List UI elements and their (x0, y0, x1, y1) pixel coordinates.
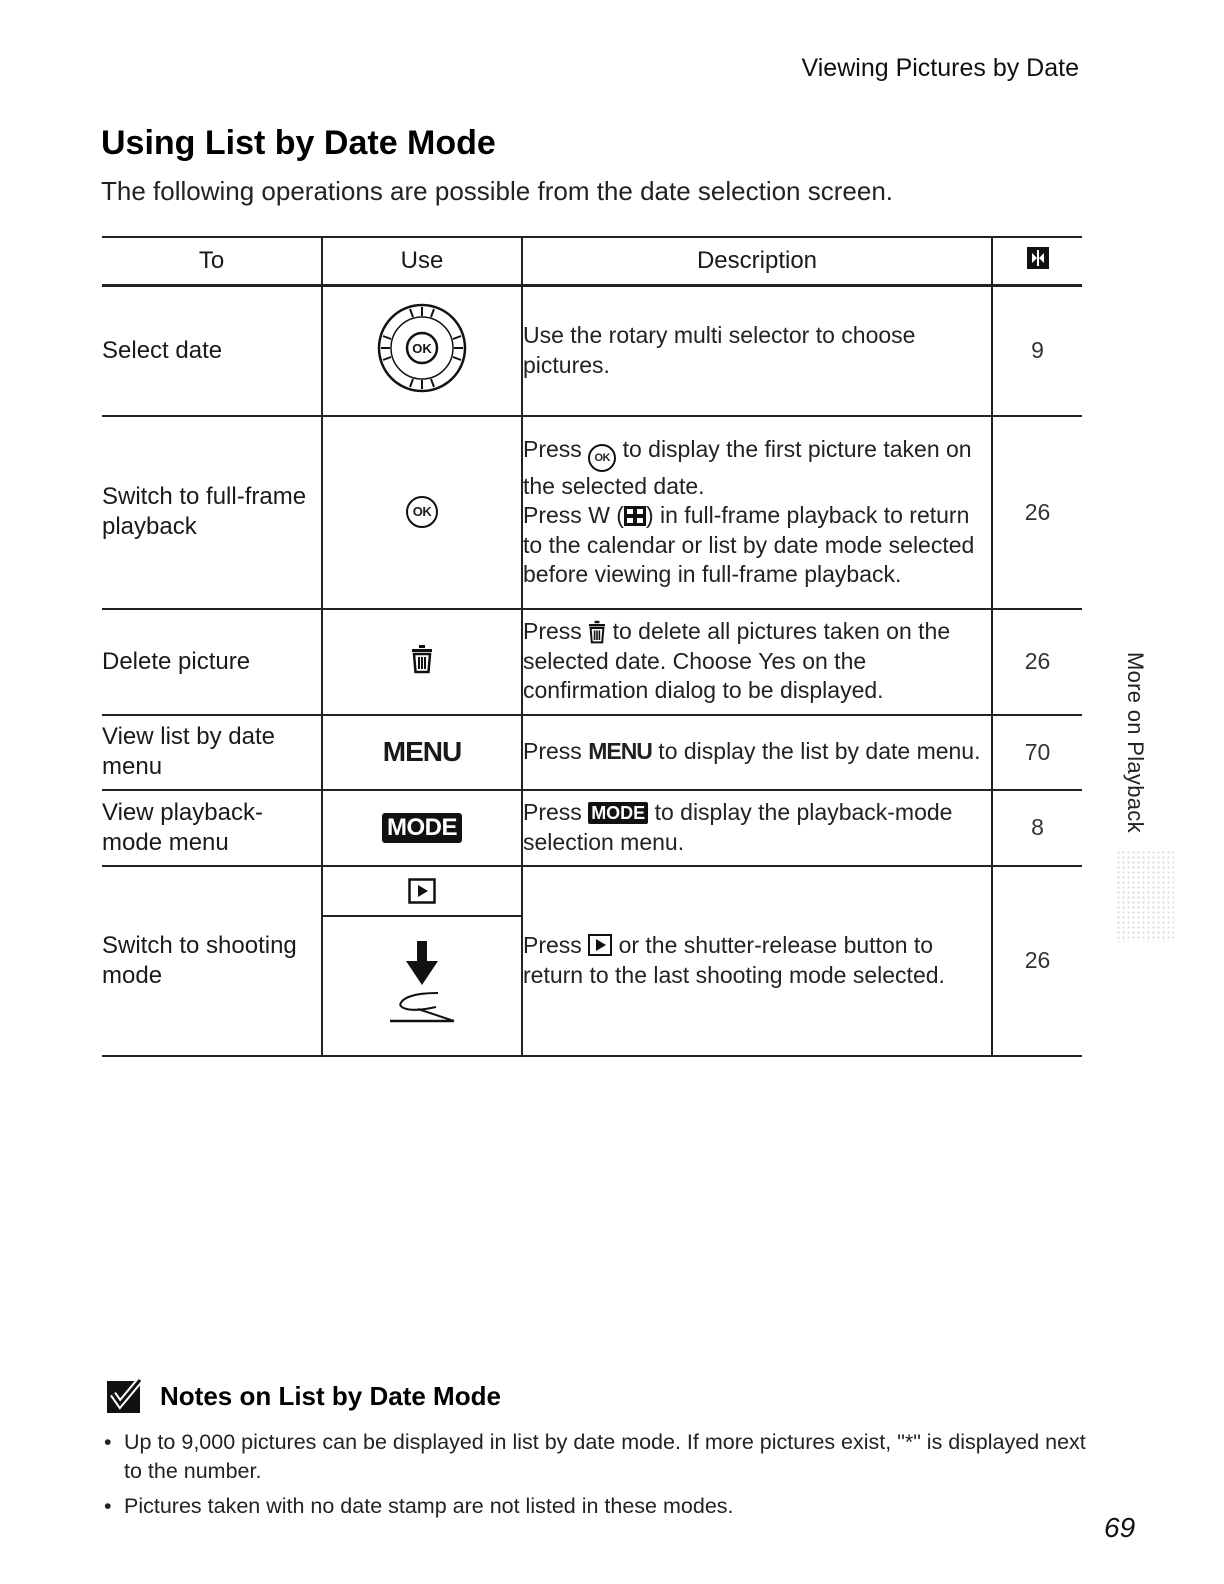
menu-button-label: MENU (588, 738, 652, 765)
row-description: Press to delete all pictures taken on the selected date. Choose Yes on the confirmation dialog to be displayed. (522, 609, 992, 715)
row-to: Select date (102, 286, 322, 416)
table-header-row (102, 237, 1082, 286)
shutter-release-press-icon (382, 939, 462, 1033)
row-description: Use the rotary multi selector to choose pictures. (522, 286, 992, 416)
table-row (102, 866, 1082, 1056)
row-use (322, 416, 522, 609)
use-sub-playback (323, 867, 521, 917)
header-use: Use (322, 237, 522, 286)
row-description: Press or the shutter-release button to return to the last shooting mode selected. (522, 866, 992, 1056)
notes-heading (106, 1378, 501, 1414)
row-to: Switch to full-frame playback (102, 416, 322, 609)
trash-icon (588, 620, 606, 644)
header-description: Description (522, 237, 992, 286)
row-description: Press MODE to display the playback-mode selection menu. (522, 790, 992, 866)
section-tab-pattern (1116, 850, 1174, 942)
menu-button-label: MENU (382, 736, 462, 767)
rotary-multi-selector-icon (376, 302, 468, 394)
row-description: Press OK to display the first picture taken on the selected date. Press W ( ) in full-frame playback to return to the calendar or list by date mode selected before viewing in full-frame playback. (522, 416, 992, 609)
row-reference: 8 (992, 790, 1082, 866)
row-to: Switch to shooting mode (102, 866, 322, 1056)
row-to: View playback-mode menu (102, 790, 322, 866)
reference-page-icon (1026, 246, 1050, 270)
row-use (322, 286, 522, 416)
header-to: To (102, 237, 322, 286)
intro-text: The following operations are possible from the date selection screen. (101, 176, 893, 206)
table-row (102, 790, 1082, 866)
row-reference: 26 (992, 609, 1082, 715)
notes-title: Notes on List by Date Mode (160, 1380, 501, 1411)
use-sub-shutter (323, 917, 521, 1055)
section-side-label: More on Playback (1123, 652, 1148, 833)
row-use (322, 715, 522, 790)
row-reference: 26 (992, 416, 1082, 609)
mode-button-label: MODE (382, 813, 462, 843)
table-row (102, 286, 1082, 416)
list-item: • Pictures taken with no date stamp are not listed in these modes. (104, 1492, 1094, 1521)
table-row (102, 609, 1082, 715)
ok-button-icon: OK (588, 444, 616, 472)
notes-list (104, 1428, 1094, 1527)
row-to: View list by date menu (102, 715, 322, 790)
ok-button-icon: OK (406, 496, 438, 528)
mode-button-label: MODE (588, 802, 648, 824)
page-title: Using List by Date Mode (101, 124, 496, 162)
row-reference: 26 (992, 866, 1082, 1056)
row-to: Delete picture (102, 609, 322, 715)
row-description: Press MENU to display the list by date menu. (522, 715, 992, 790)
row-reference: 9 (992, 286, 1082, 416)
running-head: Viewing Pictures by Date (801, 54, 1079, 82)
row-use (322, 866, 522, 1056)
svg-text:OK: OK (412, 341, 432, 357)
table-row (102, 715, 1082, 790)
page-number: 69 (1104, 1512, 1136, 1543)
trash-icon (411, 644, 433, 674)
operations-table (102, 236, 1082, 1057)
table-row (102, 416, 1082, 609)
playback-button-icon (588, 934, 612, 956)
list-item: • Up to 9,000 pictures can be displayed in list by date mode. If more pictures exist, "*" is displayed next to the number. (104, 1428, 1094, 1486)
thumbnail-playback-icon (624, 506, 646, 526)
playback-button-icon (408, 878, 436, 904)
row-use (322, 790, 522, 866)
check-note-icon (106, 1378, 144, 1414)
header-reference (992, 237, 1082, 286)
row-use (322, 609, 522, 715)
row-reference: 70 (992, 715, 1082, 790)
